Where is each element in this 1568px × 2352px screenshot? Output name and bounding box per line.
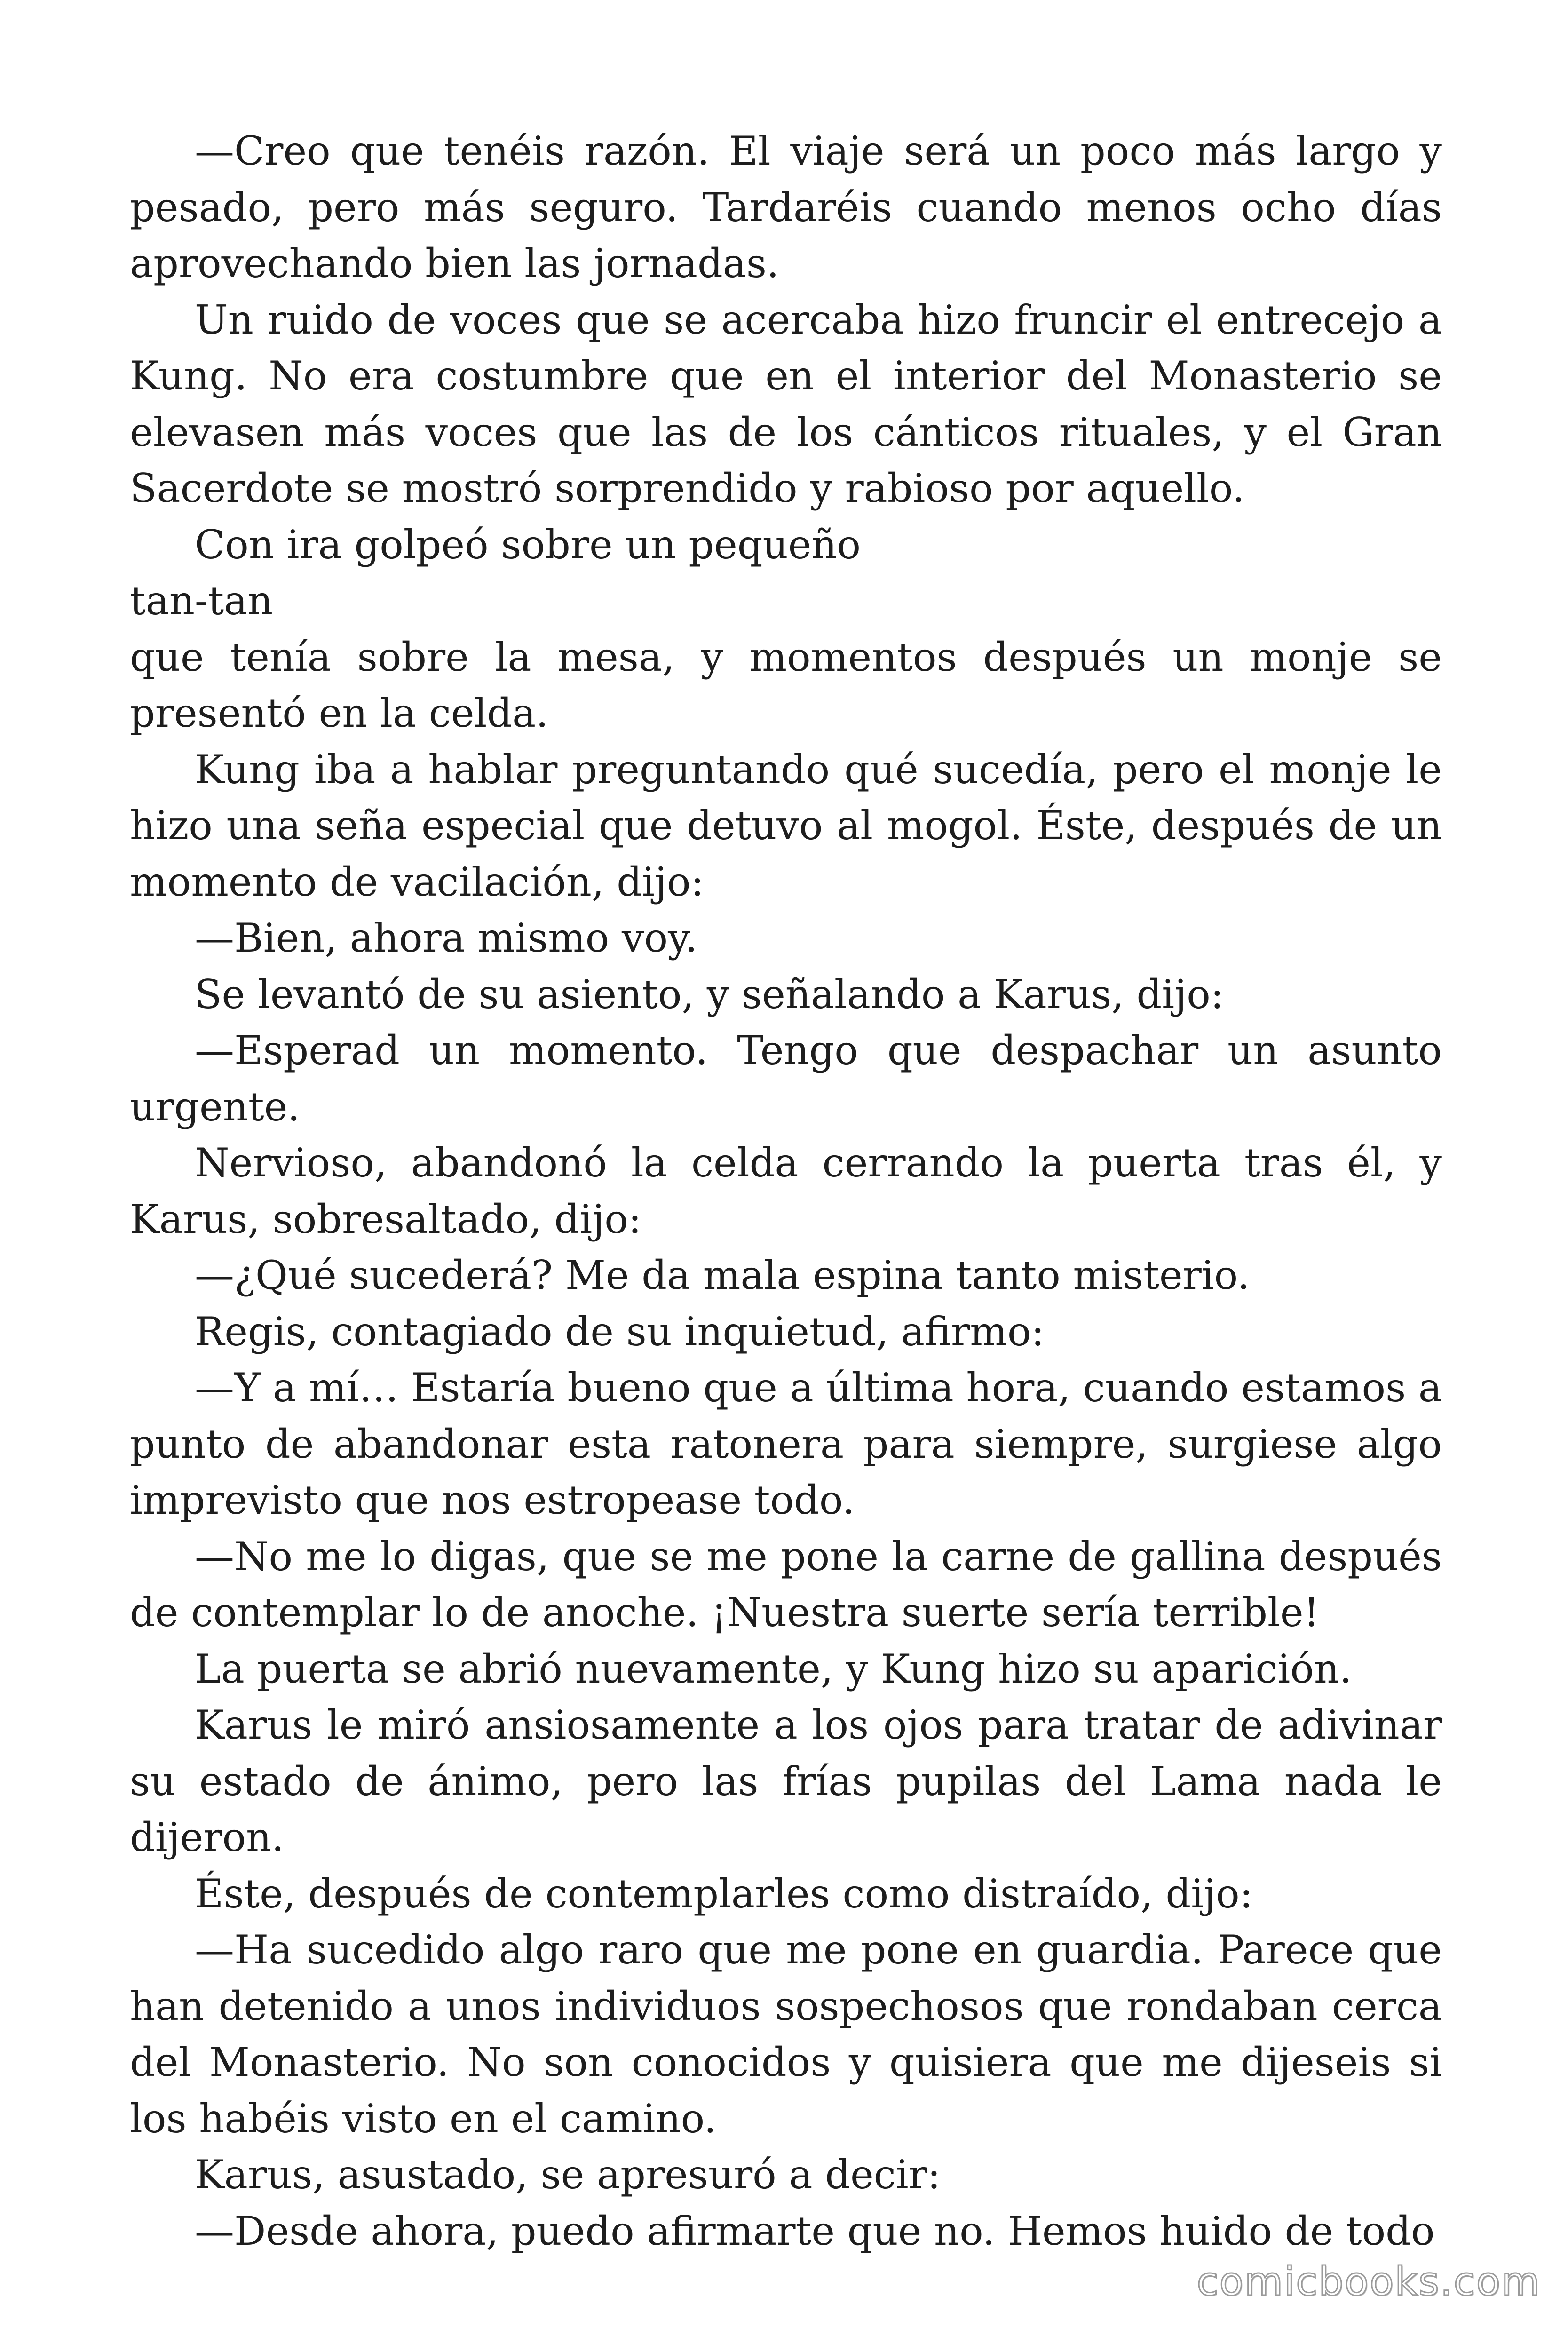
paragraph: Nervioso, abandonó la celda cerrando la puerta tras él, y Karus, sobresaltado, dijo:	[130, 1140, 1442, 1242]
paragraph-continuation: que tenía sobre la mesa, y momentos después un monje se presentó en la celda.	[130, 634, 1442, 736]
paragraph: Kung iba a hablar preguntando qué sucedía, pero el monje le hizo una seña especial que detuvo al mogol. Éste, después de un momento de vacilación, dijo:	[130, 746, 1442, 905]
dialogue-line: —No me lo digas, que se me pone la carne de gallina después de contemplar lo de anoche. ¡Nuestra suerte sería terrible!	[130, 1533, 1442, 1636]
paragraph: Con ira golpeó sobre un pequeño	[195, 521, 861, 568]
paragraph: Karus le miró ansiosamente a los ojos para tratar de adivinar su estado de ánimo, pero las frías pupilas del Lama nada le dijeron.	[130, 1702, 1442, 1860]
dialogue-line: —Esperad un momento. Tengo que despachar un asunto urgente.	[130, 1027, 1442, 1130]
paragraph: Éste, después de contemplarles como distraído, dijo:	[195, 1870, 1253, 1917]
dialogue-line: —Y a mí… Estaría bueno que a última hora, cuando estamos a punto de abandonar esta ratonera para siempre, surgiese algo imprevisto que nos estropease todo.	[130, 1365, 1442, 1523]
paragraph: Un ruido de voces que se acercaba hizo fruncir el entrecejo a Kung. No era costumbre que en el interior del Monasterio se elevasen más voces que las de los cánticos rituales, y el Gran Sacerdote se mostró sorprendido y rabioso por aquello.	[130, 296, 1442, 511]
paragraph: Karus, asustado, se apresuró a decir:	[195, 2152, 941, 2198]
dialogue-line: —Ha sucedido algo raro que me pone en guardia. Parece que han detenido a unos individuos sospechosos que rondaban cerca del Monasterio. No son conocidos y quisiera que me dijeseis si los habéis visto en el camino.	[130, 1927, 1442, 2142]
paragraph: La puerta se abrió nuevamente, y Kung hizo su aparición.	[195, 1645, 1352, 1692]
paragraph: —Creo que tenéis razón. El viaje será un poco más largo y pesado, pero más seguro. Tardaréis cuando menos ocho días aprovechando bien las jornadas.	[130, 128, 1442, 286]
body-text	[130, 123, 1442, 2259]
paragraph: Regis, contagiado de su inquietud, afirmo:	[195, 1308, 1045, 1355]
paragraph-fragment: tan-tan	[130, 578, 273, 624]
watermark-logo: comicbooks.com	[1196, 2258, 1541, 2304]
paragraph: Se levantó de su asiento, y señalando a Karus, dijo:	[195, 971, 1224, 1017]
dialogue-line: —¿Qué sucederá? Me da mala espina tanto misterio.	[195, 1252, 1250, 1298]
dialogue-line: —Bien, ahora mismo voy.	[195, 915, 698, 961]
dialogue-line: —Desde ahora, puedo afirmarte que no. Hemos huido de todo	[195, 2208, 1435, 2254]
